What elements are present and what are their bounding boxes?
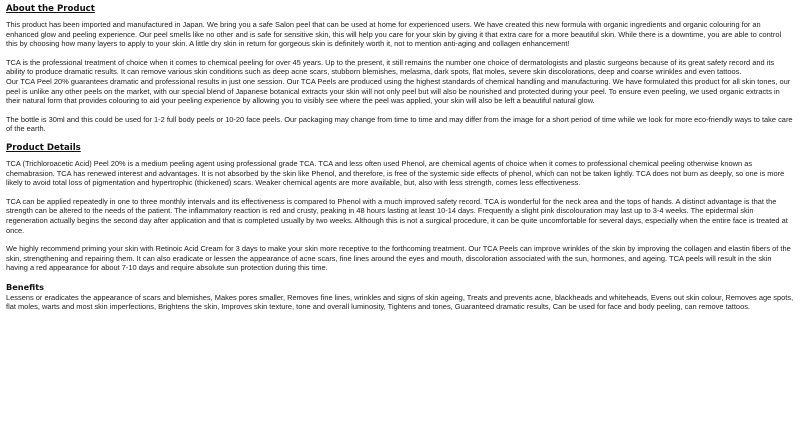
details-paragraph-application: TCA can be applied repeatedly in one to three monthly intervals and its effectiveness is compared to Phenol with a much improved safety record. TCA is wonderful for the neck area and the tops of hands. A distinct advantage is that the strength can be altered to the needs of the patient. The inflammatory reaction is red and crusty, peaking in 48 hours lasting at least 10-14 days. Frequently a slight pink discolouration may last up to 3-4 weeks. The epidermal skin regeneration actually begins the second day after application and that is completed usually by two weeks. Although this is not a surgical procedure, it can be quite uncomfortable for several days, especially when the entire face is treated at once. — [6, 196, 788, 235]
details-heading: Product Details — [6, 142, 81, 153]
details-paragraph-tca-agent: TCA (Trichloroacetic Acid) Peel 20% is a medium peeling agent using professional grade TCA. TCA and less often used Phenol, are chemical agents of choice when it comes to professional chemical peeling otherwise known as chemabrasion. TCA has renewed interest and advantages. It is not absorbed by the skin like Phenol, and therefore, is free of the systemic side effects of phenol, which can not be taken lightly. TCA does not burn as deeply, so one is more likely to avoid total loss of pigmentation and hypertrophic (thickened) scars. Weaker chemical agents are more available, but, also with less strength, comes less effectiveness. — [6, 158, 785, 188]
details-paragraph-recommendation: We highly recommend priming your skin with Retinoic Acid Cream for 3 days to make your skin more receptive to the forthcoming treatment. Our TCA Peels can improve wrinkles of the skin by improving the collagen and elastin fibers of the skin, strengthening and repairing them. It can also eradicate or lessen the appearance of acne scars, fine lines around the eyes and mouth, discoloration associated with the sun, hormones, and ageing. TCA peels will result in the skin having a red appearance for about 7-10 days and require absolute sun protection during this time. — [6, 244, 791, 273]
about-paragraph-tca-history: TCA is the professional treatment of choice when it comes to chemical peeling for over 45 years. Up to the present, it still remains the number one choice of dermatologists and plastic surgeons because of its great safety record and its ability to produce dramatic results. It can remove various skin conditions such as deep acne scars, stubborn blemishes, melasma, dark spots, flat moles, severe skin discolorations, deep and coarse wrinkles and even tattoos. — [6, 57, 775, 77]
about-heading: About the Product — [6, 4, 95, 14]
product-description — [6, 4, 794, 312]
about-paragraph-bottle: The bottle is 30ml and this could be used for 1-2 full body peels or 10-20 face peels. Our packaging may change from time to time and may differ from the image for a short period of time while we look for more eco-friendly ways to take care of the earth. — [6, 114, 793, 134]
about-paragraph-tca-peel-20: Our TCA Peel 20% guarantees dramatic and professional results in just one session. Our TCA Peels are produced using the highest standards of chemical handling and manufacturing. We have formulated this product for all skin tones, our peel is unlike any other peels on the market, with our special blend of Japanese botanical extracts your skin will not only peel but will also be nourished and protected during your peel. To ensure even peeling, we used organic extracts in their natural form that provides colouring to aid your peeling experience by allowing you to visibly see where the peel was applied, your skin will also be left a beautiful natural glow. — [6, 76, 791, 106]
benefits-paragraph: Lessens or eradicates the appearance of scars and blemishes, Makes pores smaller, Removes fine lines, wrinkles and signs of skin ageing, Treats and prevents acne, blackheads and whiteheads, Evens out skin colour, Removes age spots, flat moles, warts and most skin imperfections, Brightens the skin, Improves skin texture, tone and overall luminosity, Tightens and tones, Guaranteed dramatic results, Can be used for face and body peeling, can remove tattoos. — [6, 292, 794, 312]
benefits-heading: Benefits — [6, 281, 45, 292]
about-paragraph-intro: This product has been imported and manufactured in Japan. We bring you a safe Salon peel that can be used at home for experienced users. We have created this new formula with organic ingredients and organic colouring for an enhanced glow and peeling experience. Our peel smells like no other and is safe for sensitive skin, this will help you care for your skin by giving it that extra care for a more beautiful skin. While there is a downtime, you are able to control this by choosing how many layers to apply to your skin. A little dry skin in return for gorgeous skin is definitely worth it, not to mention anti-aging and collagen enhancement! — [6, 20, 782, 49]
